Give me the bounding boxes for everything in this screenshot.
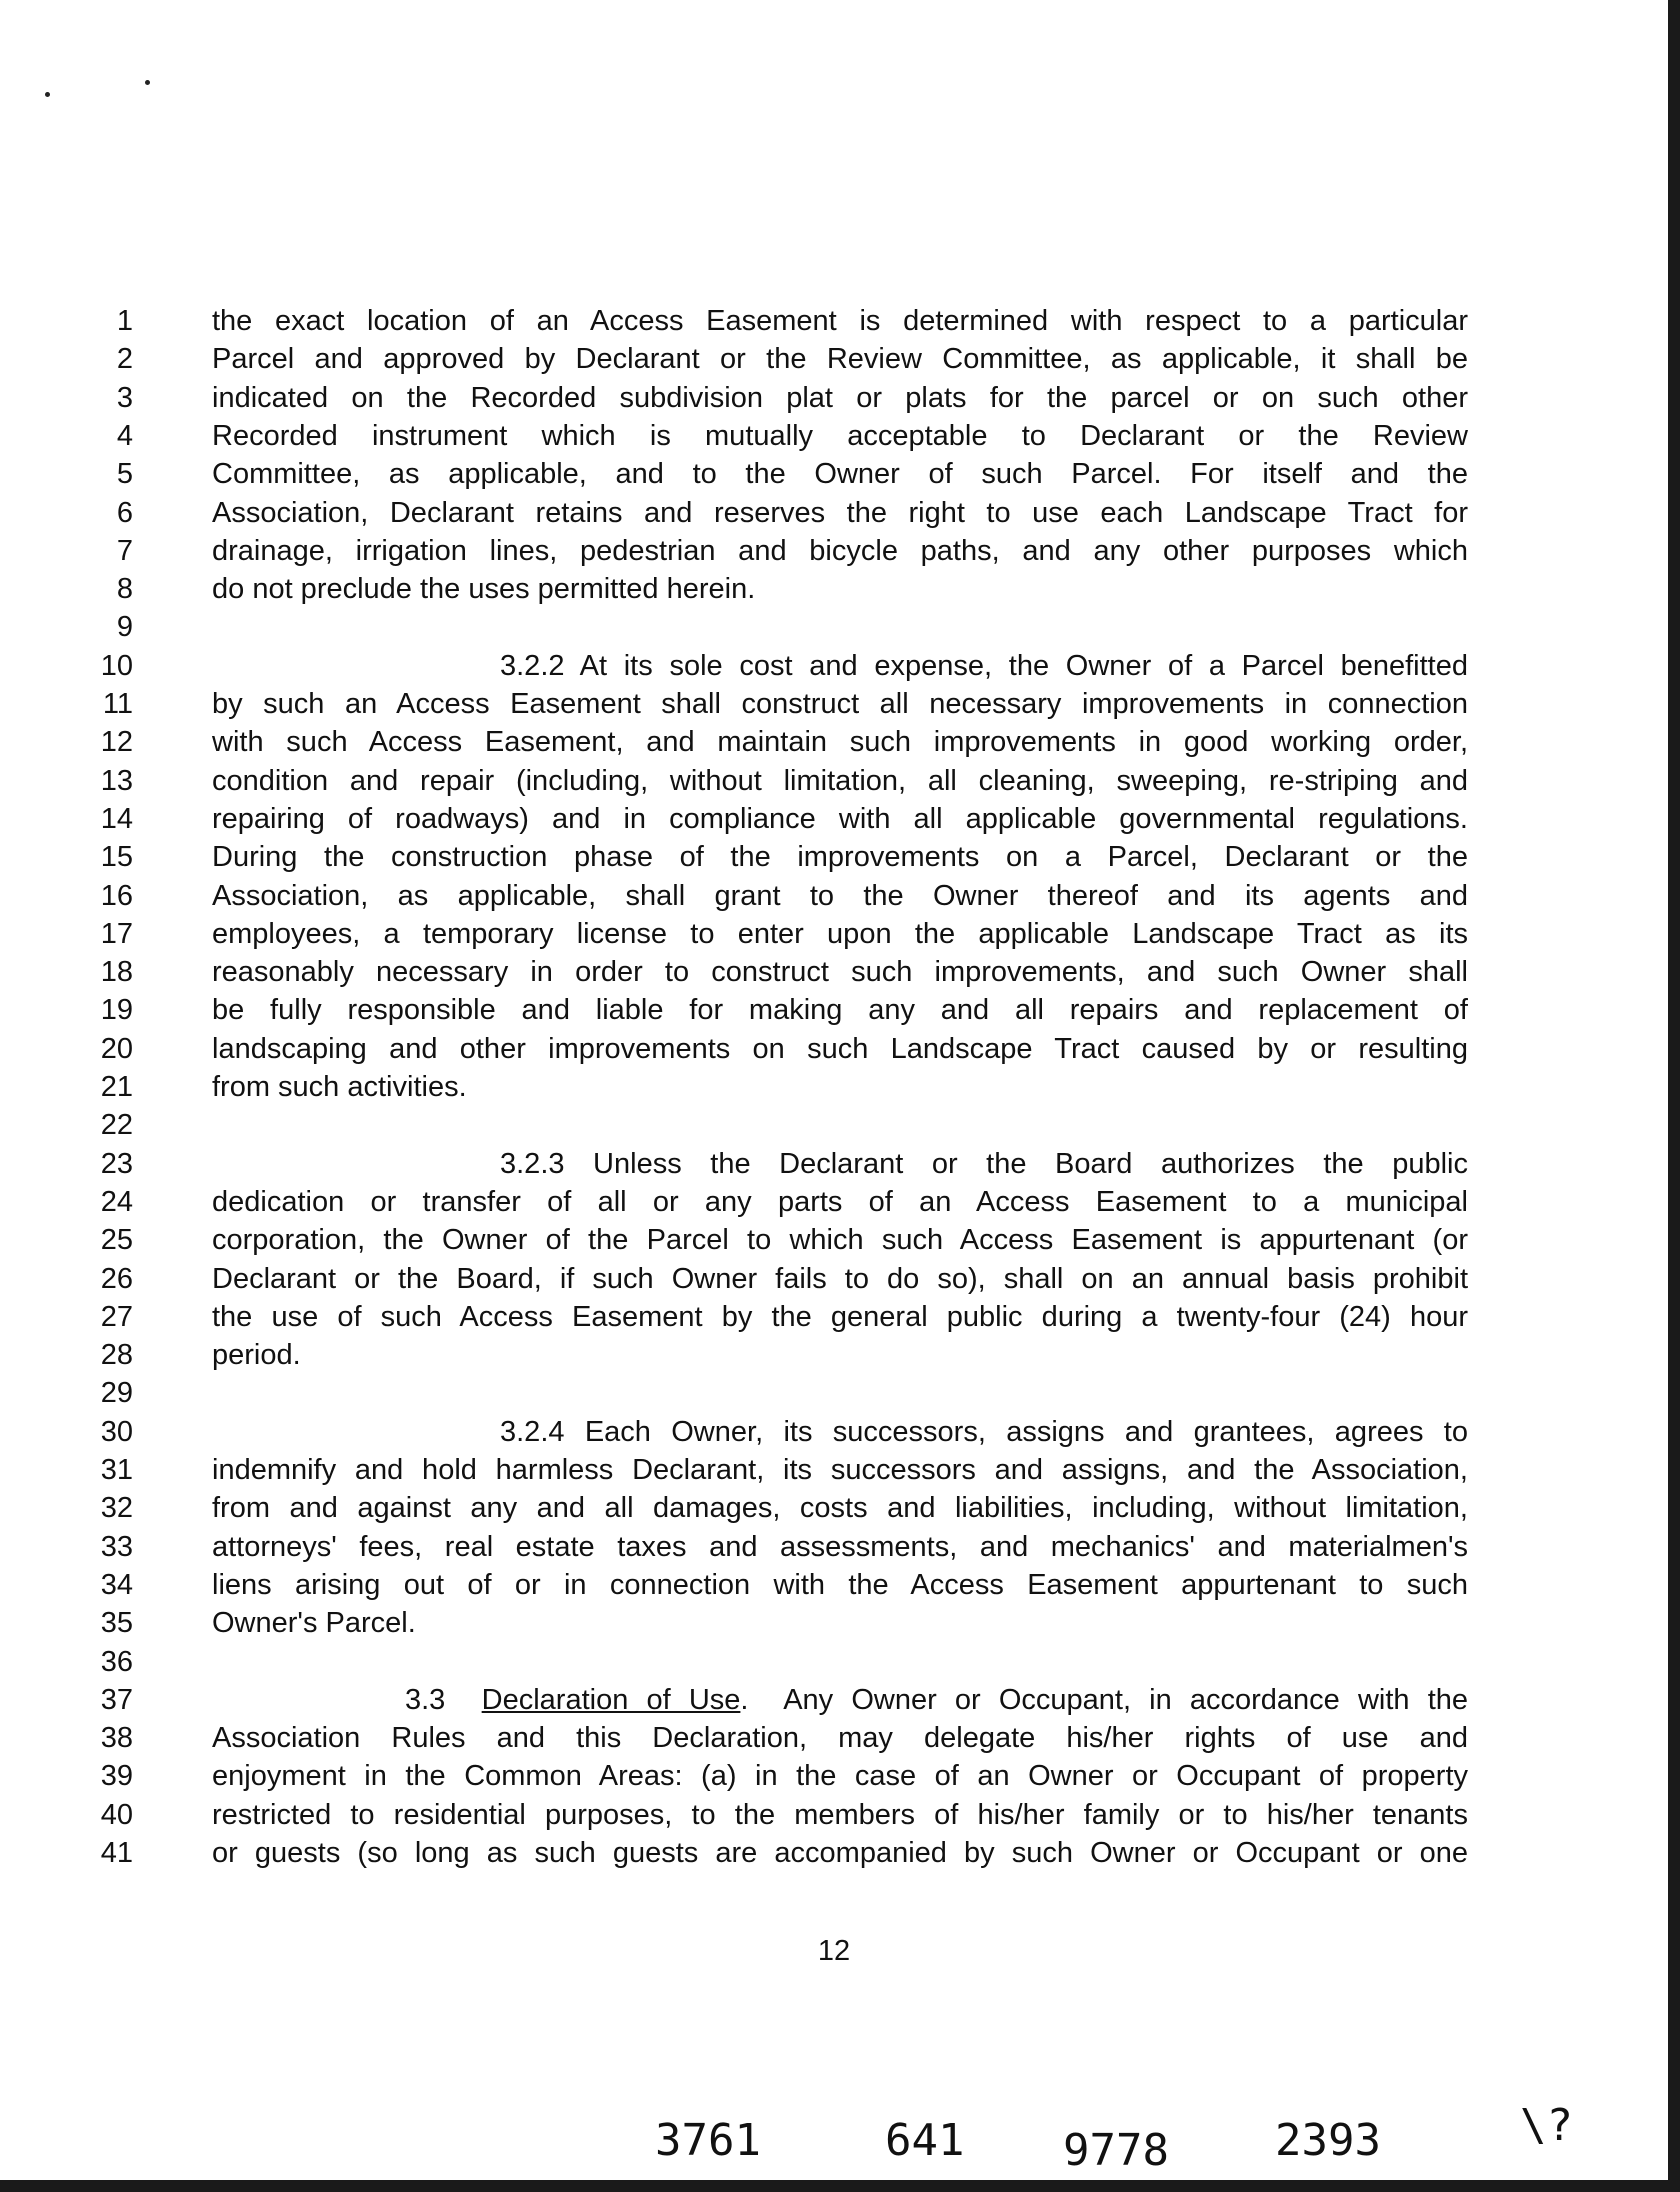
line-number: 38	[100, 1722, 133, 1755]
line-text: Owner's Parcel.	[212, 1607, 416, 1640]
document-line	[0, 1451, 1668, 1489]
document-line	[0, 417, 1668, 455]
line-number: 5	[116, 458, 133, 491]
section-heading: Declaration of Use	[481, 1683, 741, 1716]
line-text: landscaping and other improvements on such Landscape Tract caused by or resulting	[212, 1032, 1468, 1065]
line-text: attorneys' fees, real estate taxes and assessments, and mechanics' and materialmen's	[212, 1530, 1468, 1563]
section-number: 3.3	[405, 1683, 446, 1716]
document-line	[0, 455, 1668, 493]
line-number: 11	[102, 688, 133, 720]
line-text: repairing of roadways) and in compliance with all applicable governmental regulations.	[212, 802, 1468, 835]
line-number: 22	[100, 1109, 133, 1142]
document-line	[0, 1068, 1668, 1106]
line-number: 27	[100, 1300, 133, 1333]
line-number: 39	[100, 1760, 133, 1793]
document-line	[0, 494, 1668, 532]
stamp-number: 9778	[1063, 2125, 1169, 2176]
document-line	[0, 1413, 1668, 1451]
line-text: from such activities.	[212, 1071, 467, 1103]
line-text: Recorded instrument which is mutually acceptable to Declarant or the Review	[212, 419, 1468, 452]
line-number: 40	[100, 1798, 133, 1831]
document-line	[0, 1566, 1668, 1604]
line-text: Any Owner or Occupant, in accordance with the	[783, 1683, 1469, 1716]
line-text: Association Rules and this Declaration, may delegate his/her rights of use and	[212, 1722, 1468, 1755]
line-number: 26	[100, 1262, 133, 1295]
line-text: with such Access Easement, and maintain such improvements in good working order,	[212, 726, 1468, 759]
document-line	[0, 1604, 1668, 1642]
document-line	[0, 570, 1668, 608]
stamp-corner-mark: \?	[1520, 2100, 1573, 2151]
line-number: 41	[100, 1837, 133, 1869]
line-number: 12	[100, 726, 133, 759]
section-heading-period: .	[740, 1683, 749, 1716]
line-text: condition and repair (including, without limitation, all cleaning, sweeping, re-striping and	[212, 764, 1468, 797]
line-number: 23	[100, 1147, 133, 1180]
line-text: corporation, the Owner of the Parcel to which such Access Easement is appurtenant (or	[212, 1224, 1468, 1257]
line-text: 3.2.3 Unless the Declarant or the Board authorizes the public	[500, 1147, 1468, 1180]
stamp-number: 2393	[1275, 2115, 1381, 2166]
line-text: drainage, irrigation lines, pedestrian and bicycle paths, and any other purposes which	[212, 534, 1468, 567]
document-line	[0, 608, 1668, 646]
stamp-number: 641	[885, 2115, 965, 2166]
line-text: or guests (so long as such guests are accompanied by such Owner or Occupant or one	[212, 1837, 1468, 1869]
line-text: dedication or transfer of all or any parts of an Access Easement to a municipal	[212, 1185, 1468, 1218]
line-number: 16	[100, 879, 133, 912]
document-line	[0, 1489, 1668, 1527]
document-line	[0, 838, 1668, 876]
document-line	[0, 762, 1668, 800]
line-number: 8	[116, 573, 133, 606]
document-line	[0, 1145, 1668, 1183]
document-line	[0, 1757, 1668, 1795]
line-number: 29	[100, 1377, 133, 1410]
line-text: the exact location of an Access Easement is determined with respect to a particular	[212, 305, 1468, 337]
stamp-number: 3761	[655, 2115, 761, 2166]
line-text: restricted to residential purposes, to the members of his/her family or to his/her tenants	[212, 1798, 1468, 1831]
line-number: 17	[100, 917, 133, 950]
line-number: 15	[100, 841, 133, 874]
line-number: 18	[100, 956, 133, 989]
document-line	[0, 1106, 1668, 1144]
document-line	[0, 1796, 1668, 1834]
document-line	[0, 647, 1668, 685]
line-number: 20	[100, 1032, 133, 1065]
scan-speck	[145, 80, 150, 85]
line-text: Association, as applicable, shall grant to the Owner thereof and its agents and	[212, 879, 1468, 912]
line-text: employees, a temporary license to enter upon the applicable Landscape Tract as its	[212, 917, 1468, 950]
document-line	[0, 915, 1668, 953]
line-text: Committee, as applicable, and to the Owner of such Parcel. For itself and the	[212, 458, 1468, 491]
line-number: 33	[100, 1530, 133, 1563]
line-number: 10	[100, 649, 133, 682]
line-number: 25	[100, 1224, 133, 1257]
document-line	[0, 1336, 1668, 1374]
document-line	[0, 379, 1668, 417]
line-text: do not preclude the uses permitted herein.	[212, 573, 756, 606]
section-heading-line	[405, 1681, 1468, 1719]
document-line	[0, 953, 1668, 991]
line-text: Declarant or the Board, if such Owner fails to do so), shall on an annual basis prohibit	[212, 1262, 1468, 1295]
document-line	[0, 1260, 1668, 1298]
document-line	[0, 1221, 1668, 1259]
document-line	[0, 1374, 1668, 1412]
line-number: 13	[100, 764, 133, 797]
document-line	[0, 302, 1668, 340]
line-number: 14	[100, 802, 133, 835]
line-number: 7	[116, 534, 133, 567]
line-text: enjoyment in the Common Areas: (a) in the case of an Owner or Occupant of property	[212, 1760, 1468, 1793]
document-line	[0, 340, 1668, 378]
line-text: Parcel and approved by Declarant or the Review Committee, as applicable, it shall be	[212, 343, 1468, 376]
document-line	[0, 532, 1668, 570]
line-text: period.	[212, 1339, 301, 1372]
page-number: 12	[817, 1935, 851, 1967]
line-number: 19	[100, 994, 133, 1027]
line-number: 37	[100, 1683, 133, 1716]
line-text: During the construction phase of the improvements on a Parcel, Declarant or the	[212, 841, 1468, 874]
line-number: 34	[100, 1568, 133, 1601]
document-line	[0, 877, 1668, 915]
line-text: by such an Access Easement shall construct all necessary improvements in connection	[212, 688, 1468, 720]
line-number: 9	[116, 611, 133, 644]
document-line	[0, 1643, 1668, 1681]
document-line	[0, 1298, 1668, 1336]
document-line	[0, 800, 1668, 838]
line-text: indicated on the Recorded subdivision plat or plats for the parcel or on such other	[212, 381, 1468, 414]
document-line	[0, 1681, 1668, 1719]
document-line	[0, 723, 1668, 761]
line-number: 21	[100, 1071, 133, 1103]
line-number: 2	[116, 343, 133, 376]
line-number: 4	[116, 419, 133, 452]
line-number: 30	[100, 1415, 133, 1448]
line-text: Association, Declarant retains and reserves the right to use each Landscape Tract for	[212, 496, 1468, 529]
line-text: 3.2.4 Each Owner, its successors, assigns and grantees, agrees to	[500, 1415, 1468, 1448]
line-text: indemnify and hold harmless Declarant, its successors and assigns, and the Association,	[212, 1454, 1468, 1486]
line-text: from and against any and all damages, costs and liabilities, including, without limitation,	[212, 1492, 1468, 1525]
line-number: 1	[116, 305, 133, 337]
line-text: liens arising out of or in connection with the Access Easement appurtenant to such	[212, 1568, 1468, 1601]
line-number: 3	[116, 381, 133, 414]
line-number: 6	[116, 496, 133, 529]
line-number: 32	[100, 1492, 133, 1525]
document-line	[0, 1719, 1668, 1757]
document-line	[0, 991, 1668, 1029]
line-text: be fully responsible and liable for making any and all repairs and replacement of	[212, 994, 1468, 1027]
document-line	[0, 1834, 1668, 1872]
line-text: 3.2.2 At its sole cost and expense, the Owner of a Parcel benefitted	[500, 649, 1468, 682]
scan-speck	[45, 92, 50, 97]
line-number: 24	[100, 1185, 133, 1218]
document-line	[0, 1030, 1668, 1068]
line-text: the use of such Access Easement by the general public during a twenty-four (24) hour	[212, 1300, 1468, 1333]
document-line	[0, 1183, 1668, 1221]
line-number: 35	[100, 1607, 133, 1640]
line-number: 31	[100, 1454, 133, 1486]
line-number: 36	[100, 1645, 133, 1678]
document-line	[0, 1528, 1668, 1566]
document-line	[0, 685, 1668, 723]
line-number: 28	[100, 1339, 133, 1372]
line-text: reasonably necessary in order to construct such improvements, and such Owner shall	[212, 956, 1468, 989]
